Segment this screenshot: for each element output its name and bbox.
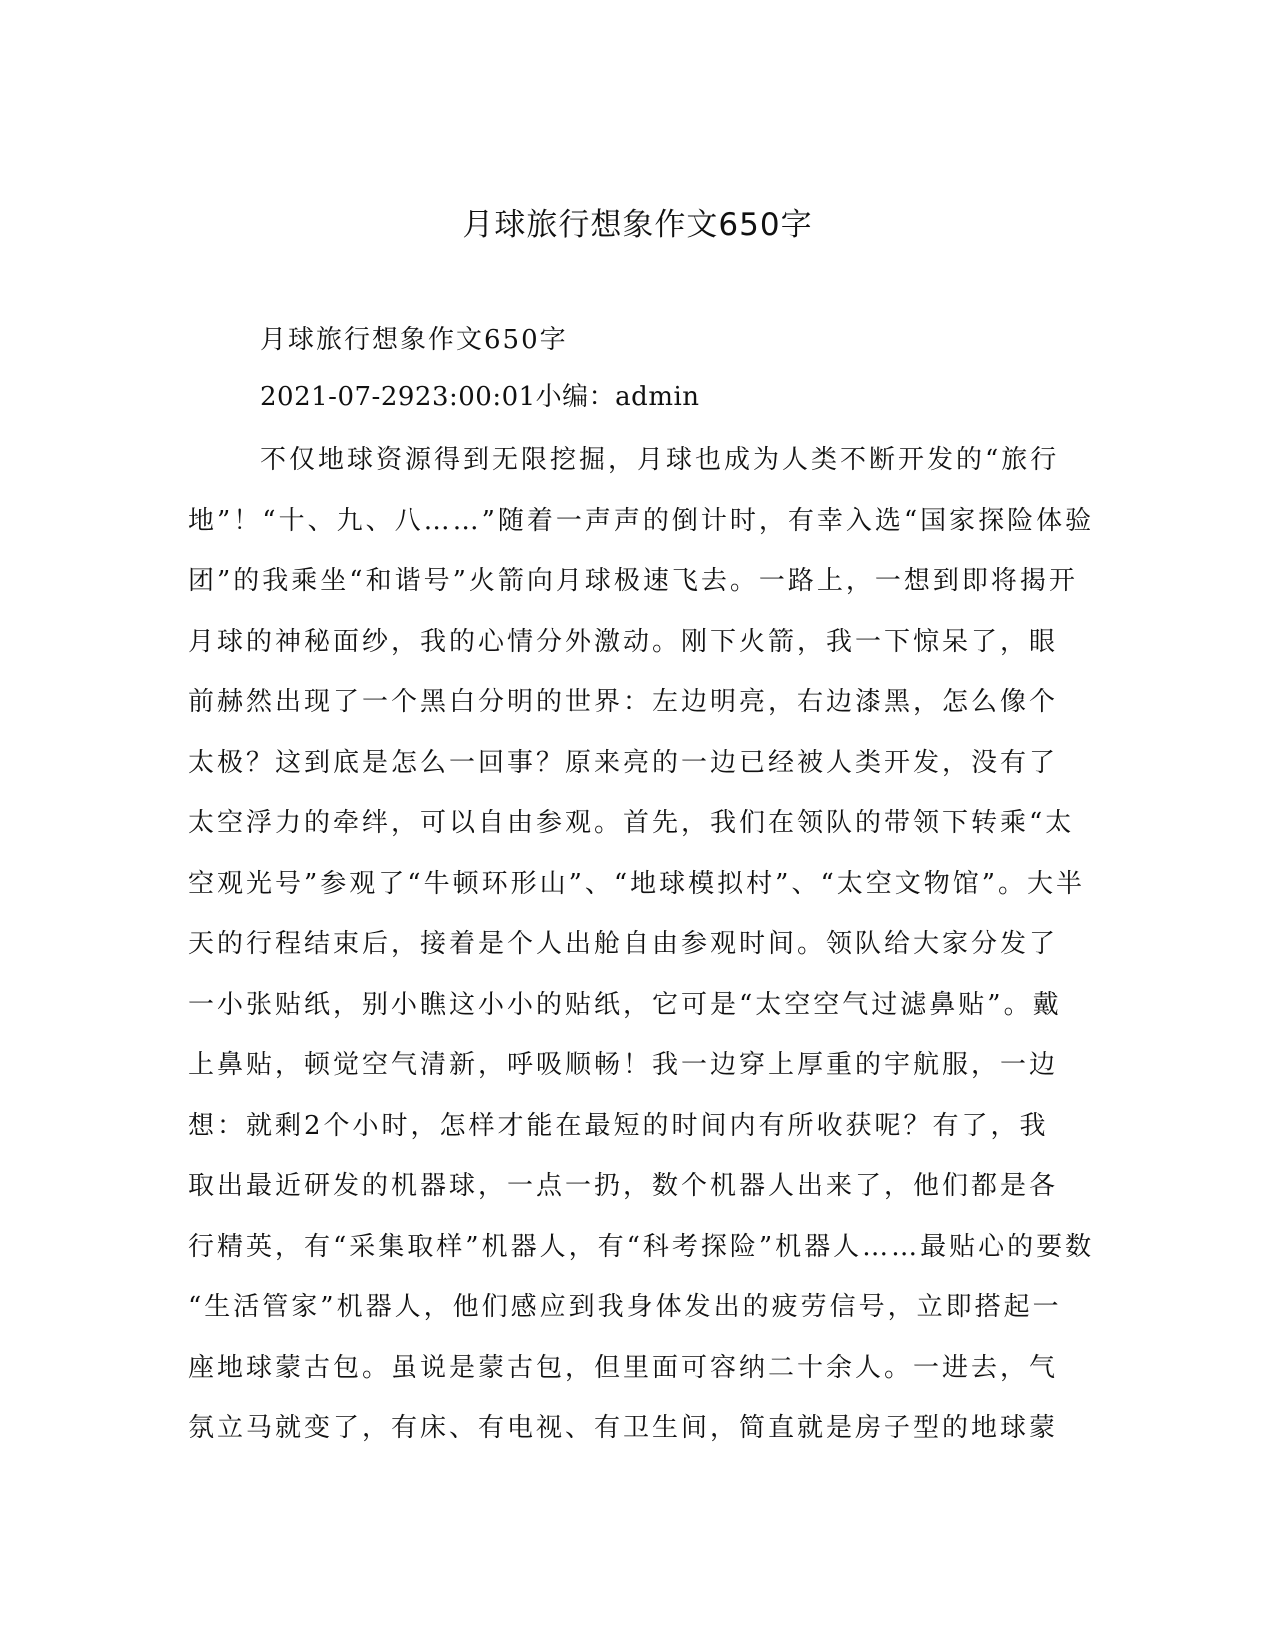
body-line: 太极？这到底是怎么一回事？原来亮的一边已经被人类开发，没有了 — [188, 747, 1059, 778]
body-line: 空观光号”参观了“牛顿环形山”、“地球模拟村”、“太空文物馆”。大半 — [188, 868, 1086, 899]
body-line: 不仅地球资源得到无限挖掘，月球也成为人类不断开发的“旅行 — [260, 445, 1060, 475]
body-line: 前赫然出现了一个黑白分明的世界：左边明亮，右边漆黑，怎么像个 — [188, 687, 1059, 717]
body-line: 天的行程结束后，接着是个人出舱自由参观时间。领队给大家分发了 — [188, 929, 1059, 959]
body-line: 太空浮力的牵绊，可以自由参观。首先，我们在领队的带领下转乘“太 — [188, 808, 1075, 838]
document-title: 月球旅行想象作文650字 — [462, 207, 813, 243]
body-line: “生活管家”机器人，他们感应到我身体发出的疲劳信号，立即搭起一 — [188, 1292, 1062, 1322]
body-line: 取出最近研发的机器球，一点一扔，数个机器人出来了，他们都是各 — [188, 1171, 1059, 1201]
body-line: 月球的神秘面纱，我的心情分外激动。刚下火箭，我一下惊呆了，眼 — [188, 626, 1059, 657]
article-title: 月球旅行想象作文650字 — [260, 325, 568, 355]
body-line: 团”的我乘坐“和谐号”火箭向月球极速飞去。一路上，一想到即将揭开 — [188, 566, 1078, 596]
body-line: 行精英，有“采集取样”机器人，有“科考探险”机器人……最贴心的要数 — [188, 1231, 1095, 1262]
article-body — [188, 430, 1095, 1459]
body-line: 上鼻贴，顿觉空气清新，呼吸顺畅！我一边穿上厚重的宇航服，一边 — [188, 1050, 1059, 1080]
body-line: 想：就剩2个小时，怎样才能在最短的时间内有所收获呢？有了，我 — [188, 1110, 1049, 1141]
body-line: 氛立马就变了，有床、有电视、有卫生间，简直就是房子型的地球蒙 — [188, 1413, 1059, 1443]
body-line: 一小张贴纸，别小瞧这小小的贴纸，它可是“太空空气过滤鼻贴”。戴 — [188, 989, 1062, 1020]
body-line: 座地球蒙古包。虽说是蒙古包，但里面可容纳二十余人。一进去，气 — [188, 1352, 1059, 1383]
body-line: 地”！“十、九、八……”随着一声声的倒计时，有幸入选“国家探险体验 — [188, 505, 1095, 536]
article-meta: 2021-07-2923:00:01小编：admin — [260, 382, 700, 412]
